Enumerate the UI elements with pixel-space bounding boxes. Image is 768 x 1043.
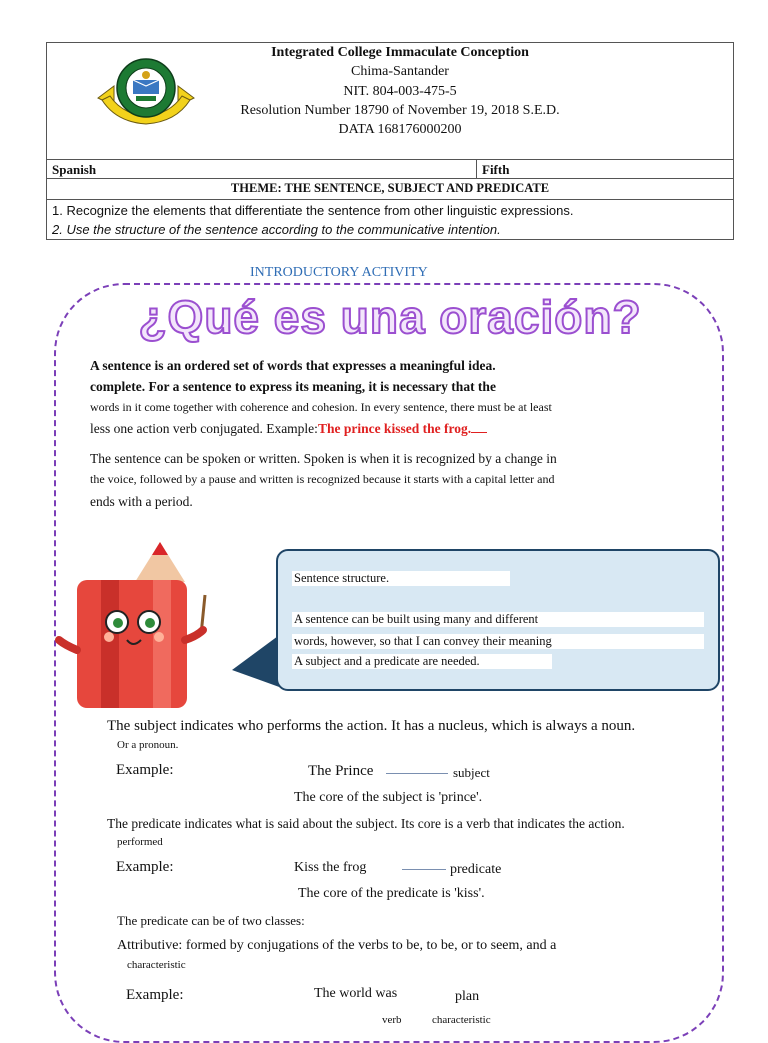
intro-p2-line1: The sentence can be spoken or written. Spoken is when it is recognized by a change in	[90, 451, 557, 466]
objective-1: 1. Recognize the elements that differentiate the sentence from other linguistic expressions.	[52, 203, 574, 218]
table-divider	[46, 178, 734, 179]
pencil-character-illustration	[55, 540, 215, 710]
predicate-example-text: Kiss the frog	[294, 860, 367, 875]
characteristic-tag: characteristic	[432, 1014, 491, 1026]
predicate-tag: predicate	[450, 862, 502, 877]
school-name: Integrated College Immaculate Conception	[271, 45, 529, 60]
theme-title: THEME: THE SENTENCE, SUBJECT AND PREDICATE	[230, 181, 550, 195]
subject-cell: Spanish	[52, 162, 97, 177]
table-divider	[476, 159, 477, 178]
predicate-definition-cont: performed	[117, 836, 163, 848]
bubble-line-3: words, however, so that I can convey their meaning	[292, 634, 704, 649]
table-divider	[46, 199, 734, 200]
grade-cell: Fifth	[482, 162, 510, 177]
bubble-line-2: A sentence can be built using many and different	[292, 612, 704, 627]
intro-p1-line4-text: less one action verb conjugated. Example:	[90, 421, 318, 436]
subject-tag: subject	[453, 765, 490, 780]
intro-p2-line3: ends with a period.	[90, 494, 193, 509]
predicate-definition: The predicate indicates what is said about the subject. Its core is a verb that indicates the action.	[107, 816, 625, 831]
predicate-example-label: Example:	[116, 859, 174, 875]
connector-line	[386, 773, 448, 774]
intro-p1-line4	[90, 421, 487, 437]
attributive-example-text: The world was	[314, 986, 398, 1001]
bubble-line-1: Sentence structure.	[292, 571, 510, 586]
objective-2: 2. Use the structure of the sentence according to the communicative intention.	[52, 222, 501, 237]
predicate-classes-intro: The predicate can be of two classes:	[117, 913, 305, 928]
attributive-definition-cont: characteristic	[127, 959, 186, 971]
subject-example-text: The Prince	[308, 763, 374, 779]
subject-example-label: Example:	[116, 762, 174, 778]
connector-line	[402, 869, 446, 870]
attributive-definition: Attributive: formed by conjugations of the verbs to be, to be, or to seem, and a	[117, 938, 557, 953]
intro-p2-line2: the voice, followed by a pause and written is recognized because it starts with a capital letter and	[90, 472, 555, 486]
school-city: Chima-Santander	[351, 64, 449, 79]
attributive-example-word: plan	[455, 989, 480, 1004]
intro-p1-line1: A sentence is an ordered set of words that expresses a meaningful idea.	[90, 358, 496, 373]
intro-p1-line2: complete. For a sentence to express its meaning, it is necessary that the	[90, 379, 496, 394]
subject-core: The core of the subject is 'prince'.	[294, 790, 483, 805]
example-sentence: The prince kissed the frog.	[317, 421, 472, 436]
school-nit: NIT. 804-003-475-5	[343, 84, 457, 99]
subject-definition: The subject indicates who performs the action. It has a nucleus, which is always a noun.	[107, 718, 636, 734]
table-divider	[46, 159, 734, 160]
subject-definition-cont: Or a pronoun.	[117, 739, 179, 751]
verb-tag: verb	[382, 1014, 402, 1026]
big-question-title: ¿Qué es una oración?	[138, 291, 642, 343]
predicate-core: The core of the predicate is 'kiss'.	[298, 886, 485, 901]
underline-blank	[471, 432, 487, 433]
intro-title: INTRODUCTORY ACTIVITY	[250, 265, 428, 280]
intro-p1-line3: words in it come together with coherence and cohesion. In every sentence, there must be at least	[90, 400, 552, 414]
bubble-line-4: A subject and a predicate are needed.	[292, 654, 552, 669]
school-resolution: Resolution Number 18790 of November 19, 2018 S.E.D.	[240, 103, 560, 118]
school-data-code: DATA 168176000200	[338, 122, 462, 137]
attributive-example-label: Example:	[126, 987, 184, 1003]
